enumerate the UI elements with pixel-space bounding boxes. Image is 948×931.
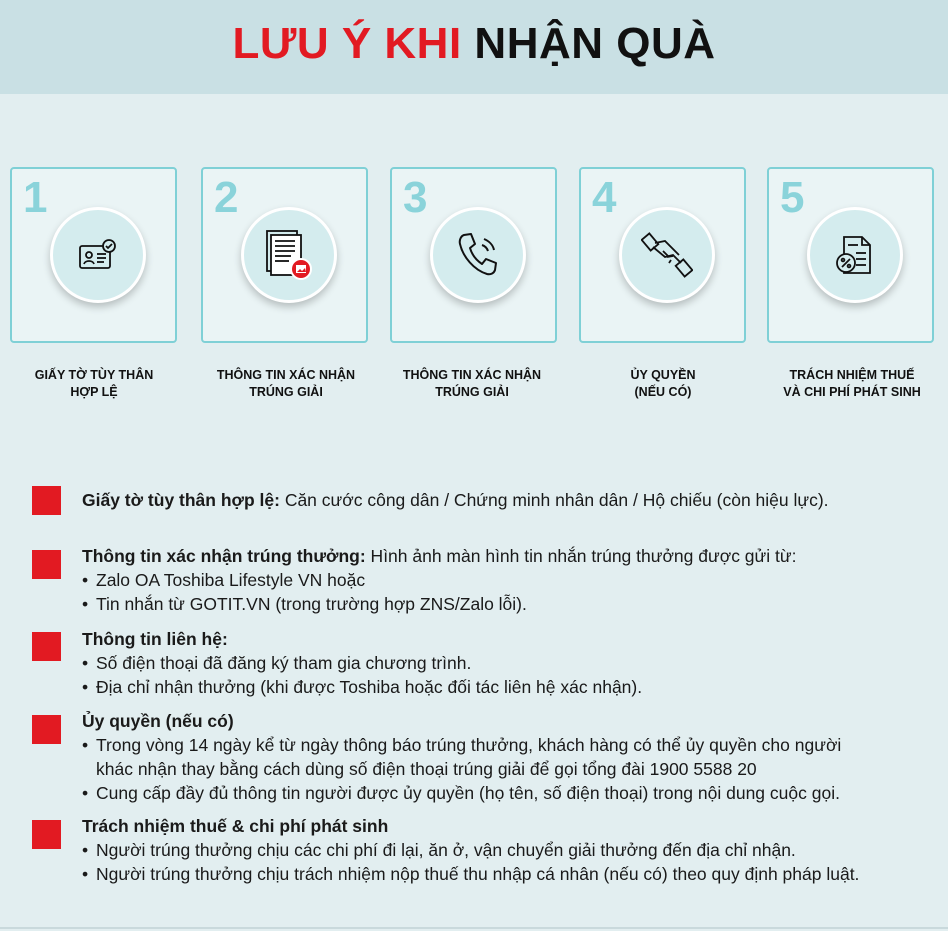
tax-document-icon (834, 233, 876, 277)
step-number: 4 (592, 173, 617, 222)
icon-circle (50, 207, 146, 303)
bottom-divider (0, 927, 948, 929)
step-card-1 (10, 167, 177, 343)
id-card-check-icon (78, 237, 118, 273)
red-square-marker (32, 715, 61, 744)
note-body (82, 488, 932, 512)
step-card-5 (767, 167, 934, 343)
page-title (232, 19, 715, 69)
list-item: • Người trúng thưởng chịu các chi phí đi lại, ăn ở, vận chuyển giải thưởng đến địa chỉ nhận. (82, 838, 932, 862)
note-text: Căn cước công dân / Chứng minh nhân dân / Hộ chiếu (còn hiệu lực). (279, 490, 829, 510)
step-number: 2 (214, 173, 239, 222)
note-heading: Ủy quyền (nếu có) (82, 711, 234, 731)
red-square-marker (32, 632, 61, 661)
document-image-icon (265, 229, 313, 281)
list-item: • Người trúng thưởng chịu trách nhiệm nộp thuế thu nhập cá nhân (nếu có) theo quy định pháp luật. (82, 862, 932, 886)
step-label-4: ỦY QUYỀN (NẾU CÓ) (630, 368, 696, 399)
note-body (82, 544, 932, 616)
list-item: • Địa chỉ nhận thưởng (khi được Toshiba hoặc đối tác liên hệ xác nhận). (82, 675, 932, 699)
note-text: Hình ảnh màn hình tin nhắn trúng thưởng được gửi từ: (365, 546, 797, 566)
step-label-2: THÔNG TIN XÁC NHẬN TRÚNG GIẢI (216, 368, 356, 399)
list-item: • Trong vòng 14 ngày kể từ ngày thông báo trúng thưởng, khách hàng có thể ủy quyền cho người khác nhận thay bằng cách dùng số điện thoại trúng giải để gọi tổng đài 1900 5588 20 (82, 733, 882, 781)
icon-circle (619, 207, 715, 303)
step-card-4 (579, 167, 746, 343)
title-part-red: LƯU Ý KHI (232, 19, 462, 68)
step-number: 3 (403, 173, 428, 222)
icon-circle (430, 207, 526, 303)
step-label-1: GIẤY TỜ TÙY THÂN HỢP LỆ (34, 368, 154, 399)
list-item: • Cung cấp đầy đủ thông tin người được ủy quyền (họ tên, số điện thoại) trong nội dung cuộc gọi. (82, 781, 882, 805)
list-item: • Zalo OA Toshiba Lifestyle VN hoặc (82, 568, 932, 592)
step-card-3 (390, 167, 557, 343)
note-body (82, 814, 932, 886)
step-card-2 (201, 167, 368, 343)
note-heading: Thông tin liên hệ: (82, 629, 228, 649)
step-label-3: THÔNG TIN XÁC NHẬN TRÚNG GIẢI (402, 368, 542, 399)
icon-circle (807, 207, 903, 303)
phone-call-icon (456, 231, 500, 279)
note-heading: Thông tin xác nhận trúng thưởng: (82, 546, 366, 566)
note-body (82, 627, 932, 699)
handover-icon (641, 229, 693, 281)
icon-circle (241, 207, 337, 303)
note-heading: Trách nhiệm thuế & chi phí phát sinh (82, 816, 389, 836)
note-heading: Giấy tờ tùy thân hợp lệ: (82, 490, 280, 510)
list-item: • Tin nhắn từ GOTIT.VN (trong trường hợp ZNS/Zalo lỗi). (82, 592, 932, 616)
list-item: • Số điện thoại đã đăng ký tham gia chương trình. (82, 651, 932, 675)
note-body (82, 709, 882, 805)
red-square-marker (32, 820, 61, 849)
step-label-5: TRÁCH NHIỆM THUẾ VÀ CHI PHÍ PHÁT SINH (783, 368, 921, 399)
title-part-dark: NHẬN QUÀ (474, 19, 716, 68)
red-square-marker (32, 550, 61, 579)
step-number: 5 (780, 173, 805, 222)
step-number: 1 (23, 173, 48, 222)
header-banner (0, 0, 948, 94)
red-square-marker (32, 486, 61, 515)
